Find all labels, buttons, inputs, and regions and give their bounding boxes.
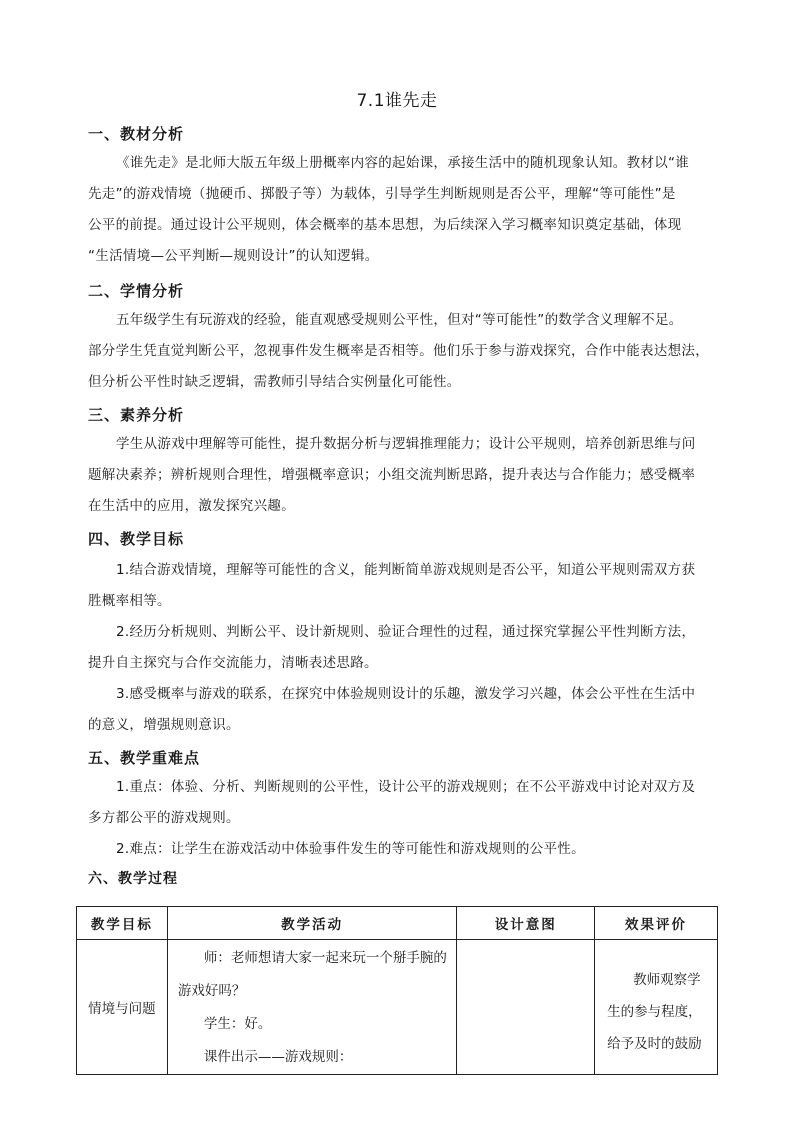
section-heading-student-analysis: 二、学情分析	[88, 282, 185, 300]
cell-intent	[457, 940, 595, 1075]
activity-line: 学生：好。	[203, 1016, 272, 1032]
paragraph-line: 学生从游戏中理解等可能性，提升数据分析与逻辑推理能力；设计公平规则，培养创新思维与问	[116, 436, 696, 452]
goal-item-line: 的意义，增强规则意识。	[88, 717, 240, 733]
section-heading-key-points: 五、教学重难点	[88, 749, 201, 767]
paragraph-line: 但分析公平性时缺乏逻辑，需教师引导结合实例量化可能性。	[88, 374, 461, 390]
goal-item-line: 提升自主探究与合作交流能力，清晰表述思路。	[88, 655, 378, 671]
section-heading-textbook-analysis: 一、教材分析	[88, 125, 185, 143]
activity-line: 课件出示——游戏规则：	[203, 1049, 353, 1065]
column-header-intent: 设计意图	[457, 907, 595, 940]
page-title: 7.1谁先走	[356, 91, 438, 111]
goal-item-line: 胜概率相等。	[88, 593, 171, 609]
cell-evaluation	[595, 940, 718, 1075]
activity-line: 游戏好吗？	[177, 983, 246, 999]
table-row	[77, 940, 718, 1075]
column-header-activity: 教学活动	[167, 907, 457, 940]
cell-activity	[167, 940, 457, 1075]
goal-item-line: 2.经历分析规则、判断公平、设计新规则、验证合理性的过程，通过探究掌握公平性判断方法，	[116, 624, 696, 640]
section-body-textbook-analysis	[88, 148, 710, 272]
section-heading-teaching-process: 六、教学过程	[88, 871, 178, 887]
section-body-literacy-analysis	[88, 429, 710, 522]
section-body-student-analysis	[88, 305, 710, 398]
column-header-evaluation: 效果评价	[595, 907, 718, 940]
evaluation-line: 教师观察学	[633, 972, 701, 988]
paragraph-line: 部分学生凭直觉判断公平，忽视事件发生概率是否相等。他们乐于参与游戏探究，合作中能表达想法，	[88, 343, 709, 359]
paragraph-line: 先走”的游戏情境（抛硬币、掷骰子等）为载体，引导学生判断规则是否公平，理解“等可能性”是	[88, 186, 676, 202]
section-body-teaching-goals	[88, 555, 710, 741]
section-body-key-points	[88, 772, 710, 865]
section-heading-teaching-goals: 四、教学目标	[88, 530, 185, 548]
paragraph-line: 在生活中的应用，激发探究兴趣。	[88, 498, 295, 514]
activity-line: 师：老师想请大家一起来玩一个掰手腕的	[203, 950, 447, 966]
key-point-line: 多方都公平的游戏规则。	[88, 810, 240, 826]
column-header-goal: 教学目标	[77, 907, 168, 940]
section-heading-literacy-analysis: 三、素养分析	[88, 406, 185, 424]
table-header-row	[77, 907, 718, 940]
goal-item-line: 3.感受概率与游戏的联系，在探究中体验规则设计的乐趣，激发学习兴趣，体会公平性在生活中	[116, 686, 696, 702]
paragraph-line: “生活情境—公平判断—规则设计”的认知逻辑。	[88, 248, 379, 264]
cell-goal: 情境与问题	[77, 940, 168, 1075]
goal-item-line: 1.结合游戏情境，理解等可能性的含义，能判断简单游戏规则是否公平，知道公平规则需双方获	[116, 562, 696, 578]
teaching-process-table	[76, 906, 718, 1075]
evaluation-line: 给予及时的鼓励	[607, 1036, 702, 1052]
key-point-line: 2.难点：让学生在游戏活动中体验事件发生的等可能性和游戏规则的公平性。	[116, 841, 585, 857]
paragraph-line: 题解决素养；辨析规则合理性，增强概率意识；小组交流判断思路，提升表达与合作能力；感受概率	[88, 467, 696, 483]
paragraph-line: 《谁先走》是北师大版五年级上册概率内容的起始课，承接生活中的随机现象认知。教材以“谁	[116, 155, 690, 171]
paragraph-line: 五年级学生有玩游戏的经验，能直观感受规则公平性，但对“等可能性”的数学含义理解不足。	[116, 312, 683, 328]
paragraph-line: 公平的前提。通过设计公平规则，体会概率的基本思想，为后续深入学习概率知识奠定基础，体现	[88, 217, 682, 233]
key-point-line: 1.重点：体验、分析、判断规则的公平性，设计公平的游戏规则；在不公平游戏中讨论对双方及	[116, 779, 696, 795]
evaluation-line: 生的参与程度，	[607, 1004, 702, 1020]
